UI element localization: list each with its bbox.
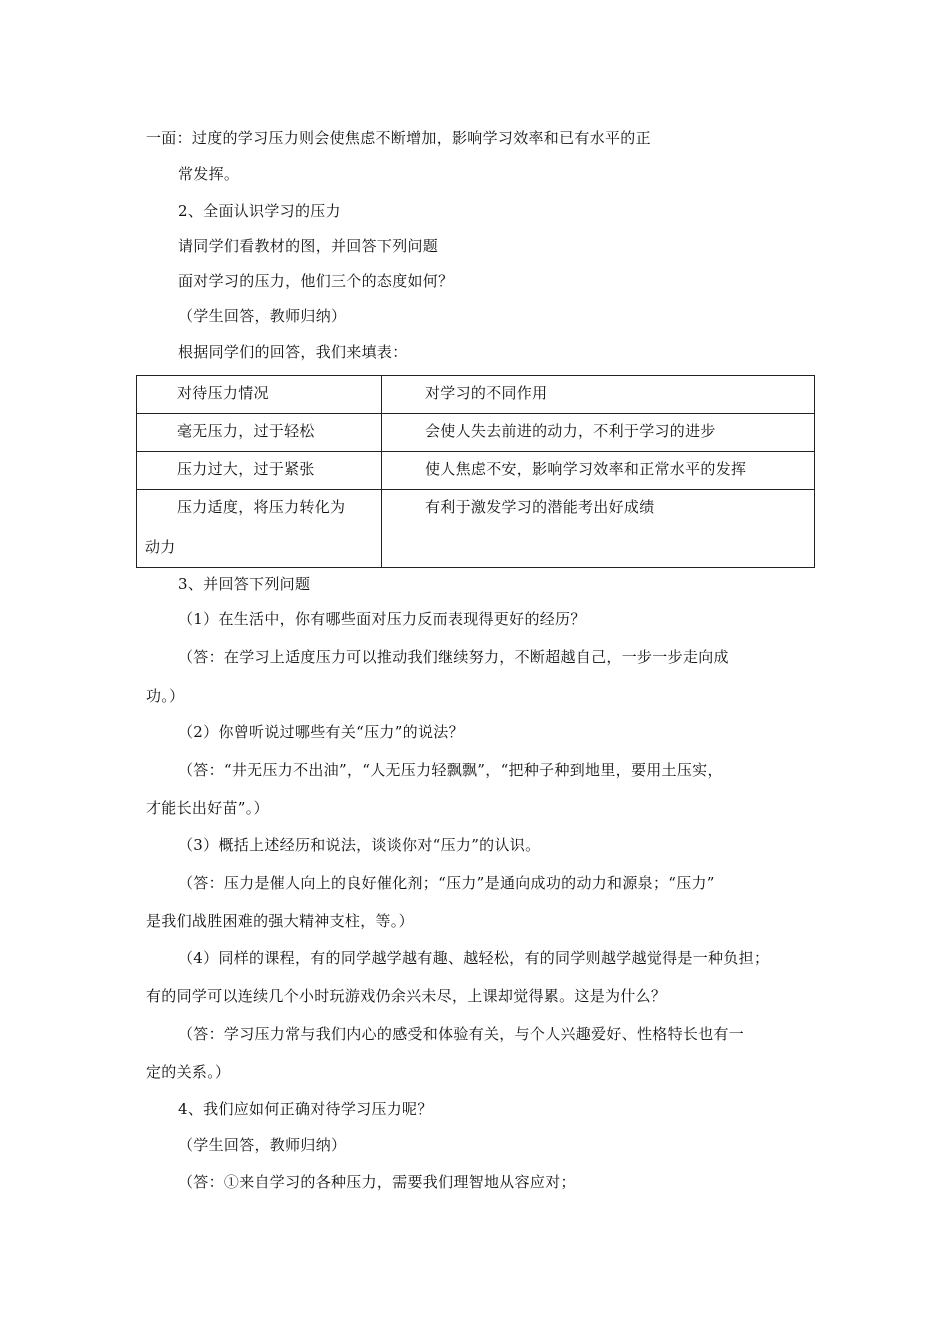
table-cell: 压力过大，过于紧张 [137, 452, 382, 490]
paragraph-line: 根据同学们的回答，我们来填表： [178, 343, 408, 361]
table-row [137, 452, 815, 490]
table-header-cell: 对学习的不同作用 [382, 376, 815, 414]
question-line: （3）概括上述经历和说法，谈谈你对“压力”的认识。 [178, 836, 541, 854]
table-cell: 有利于激发学习的潜能考出好成绩 [382, 490, 815, 568]
answer-line: （答：学习压力常与我们内心的感受和体验有关，与个人兴趣爱好、性格特长也有一 [178, 1025, 745, 1043]
answer-line: （答：在学习上适度压力可以推动我们继续努力，不断超越自己，一步一步走向成 [178, 648, 729, 666]
cell-line: 动力 [145, 538, 176, 556]
answer-line: （答：“井无压力不出油”，“人无压力轻飘飘”，“把种子种到地里，要用土压实， [178, 761, 723, 779]
question-line: （2）你曾听说过哪些有关“压力”的说法？ [178, 723, 464, 741]
table-row [137, 490, 815, 568]
section-heading: 2、全面认识学习的压力 [178, 202, 341, 220]
paragraph-line: 常发挥。 [178, 165, 240, 183]
table-cell: 毫无压力，过于轻松 [137, 414, 382, 452]
table-row [137, 414, 815, 452]
cell-line: 压力适度，将压力转化为 [177, 498, 346, 516]
table-header-row [137, 376, 815, 414]
pressure-table [136, 375, 815, 568]
question-line: （4）同样的课程，有的同学越学越有趣、越轻松，有的同学则越学越觉得是一种负担； [178, 949, 770, 967]
section-heading: 4、我们应如何正确对待学习压力呢？ [178, 1100, 433, 1118]
table-cell [137, 490, 382, 568]
answer-line: 是我们战胜困难的强大精神支柱，等。） [146, 912, 414, 930]
table-cell: 使人焦虑不安，影响学习效率和正常水平的发挥 [382, 452, 815, 490]
section-heading: 3、并回答下列问题 [178, 575, 311, 593]
question-line: 面对学习的压力，他们三个的态度如何？ [178, 272, 454, 290]
paragraph-line: 请同学们看教材的图，并回答下列问题 [178, 237, 439, 255]
answer-line: 定的关系。） [146, 1063, 231, 1081]
question-line: （1）在生活中，你有哪些面对压力反而表现得更好的经历？ [178, 610, 586, 628]
paragraph-line: 一面：过度的学习压力则会使焦虑不断增加，影响学习效率和已有水平的正 [146, 129, 651, 147]
answer-line: 才能长出好苗”。） [146, 799, 269, 817]
note-line: （学生回答，教师归纳） [178, 307, 347, 325]
answer-line: （答：①来自学习的各种压力，需要我们理智地从容应对； [178, 1173, 576, 1191]
answer-line: （答：压力是催人向上的良好催化剂；“压力”是通向成功的动力和源泉；“压力” [178, 874, 715, 892]
question-line: 有的同学可以连续几个小时玩游戏仍余兴未尽，上课却觉得累。这是为什么？ [146, 987, 667, 1005]
table-header-cell: 对待压力情况 [137, 376, 382, 414]
answer-line: 功。） [146, 687, 185, 705]
table-cell: 会使人失去前进的动力，不利于学习的进步 [382, 414, 815, 452]
note-line: （学生回答，教师归纳） [178, 1136, 347, 1154]
